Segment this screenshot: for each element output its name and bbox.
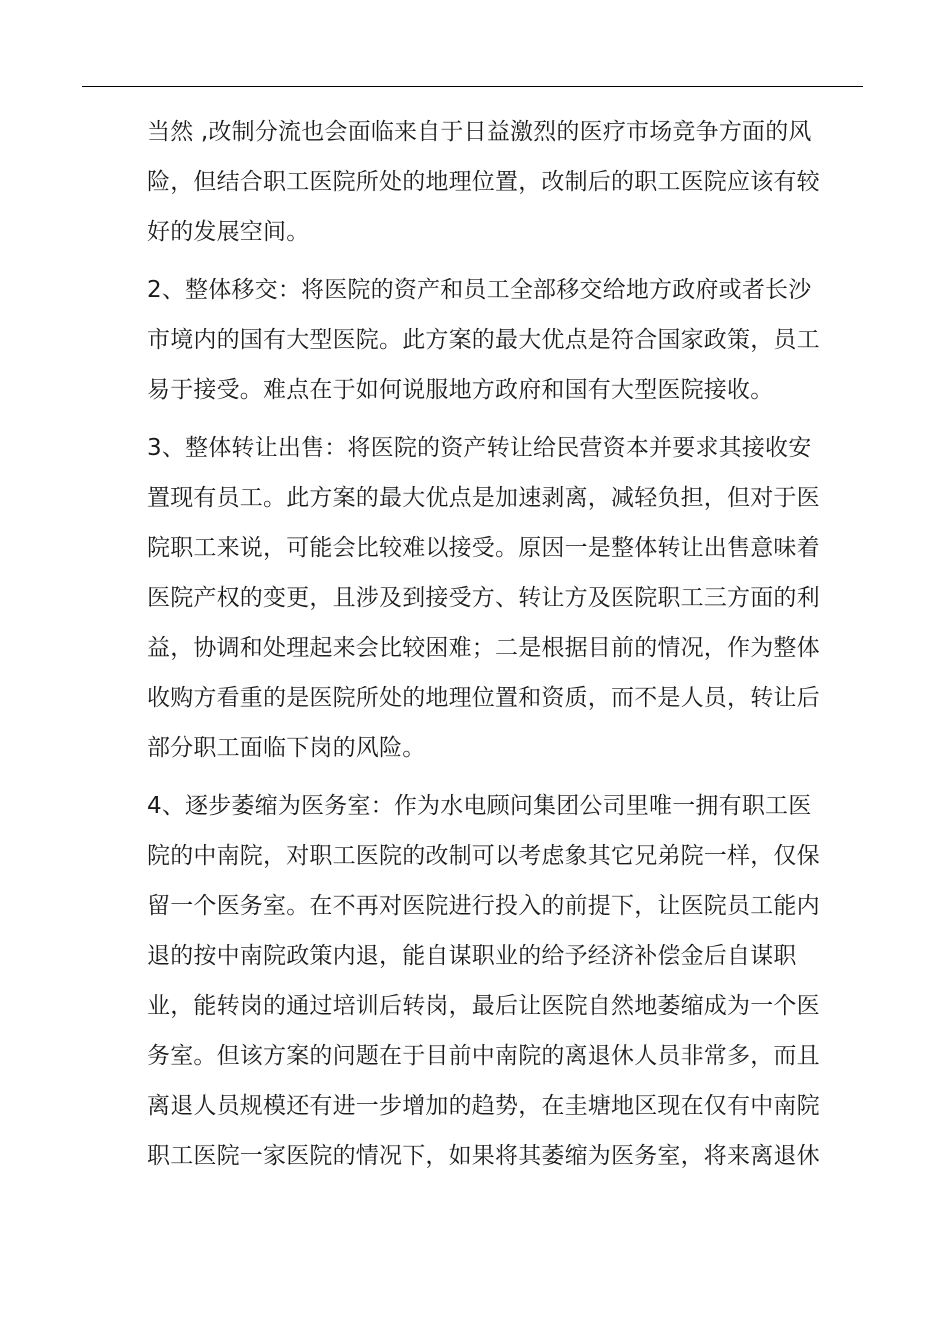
paragraph-2 xyxy=(147,265,847,415)
text-line: 留一个医务室。在不再对医院进行投入的前提下，让医院员工能内 xyxy=(147,893,820,919)
text-line: 好的发展空间。 xyxy=(147,219,310,245)
text-line: 务室。但该方案的问题在于目前中南院的离退休人员非常多，而且 xyxy=(147,1043,820,1069)
text-line: 易于接受。难点在于如何说服地方政府和国有大型医院接收。 xyxy=(147,377,774,403)
text-line: 收购方看重的是医院所处的地理位置和资质，而不是人员，转让后 xyxy=(147,685,820,711)
text-line: 医院产权的变更，且涉及到接受方、转让方及医院职工三方面的利 xyxy=(147,585,820,611)
text-line: 职工医院一家医院的情况下，如果将其萎缩为医务室，将来离退休 xyxy=(147,1143,820,1169)
text-line: 退的按中南院政策内退，能自谋职业的给予经济补偿金后自谋职 xyxy=(147,943,797,969)
text-line: 置现有员工。此方案的最大优点是加速剥离，减轻负担，但对于医 xyxy=(147,485,820,511)
text-line: 部分职工面临下岗的风险。 xyxy=(147,735,426,761)
document-body xyxy=(147,107,847,1181)
paragraph-3 xyxy=(147,423,847,773)
paragraph-4 xyxy=(147,781,847,1181)
text-line: 当然 ,改制分流也会面临来自于日益激烈的医疗市场竞争方面的风 xyxy=(147,119,812,145)
text-line: 市境内的国有大型医院。此方案的最大优点是符合国家政策，员工 xyxy=(147,327,820,353)
text-line: 离退人员规模还有进一步增加的趋势，在圭塘地区现在仅有中南院 xyxy=(147,1093,820,1119)
text-line: 业，能转岗的通过培训后转岗，最后让医院自然地萎缩成为一个医 xyxy=(147,993,820,1019)
text-line: 4、逐步萎缩为医务室：作为水电顾问集团公司里唯一拥有职工医 xyxy=(147,793,812,819)
text-line: 2、整体移交：将医院的资产和员工全部移交给地方政府或者长沙 xyxy=(147,277,812,303)
paragraph-1 xyxy=(147,107,847,257)
text-line: 院职工来说，可能会比较难以接受。原因一是整体转让出售意味着 xyxy=(147,535,820,561)
header-rule xyxy=(82,86,863,87)
text-line: 益，协调和处理起来会比较困难；二是根据目前的情况，作为整体 xyxy=(147,635,820,661)
text-line: 险，但结合职工医院所处的地理位置，改制后的职工医院应该有较 xyxy=(147,169,820,195)
text-line: 3、整体转让出售：将医院的资产转让给民营资本并要求其接收安 xyxy=(147,435,812,461)
text-line: 院的中南院，对职工医院的改制可以考虑象其它兄弟院一样，仅保 xyxy=(147,843,820,869)
